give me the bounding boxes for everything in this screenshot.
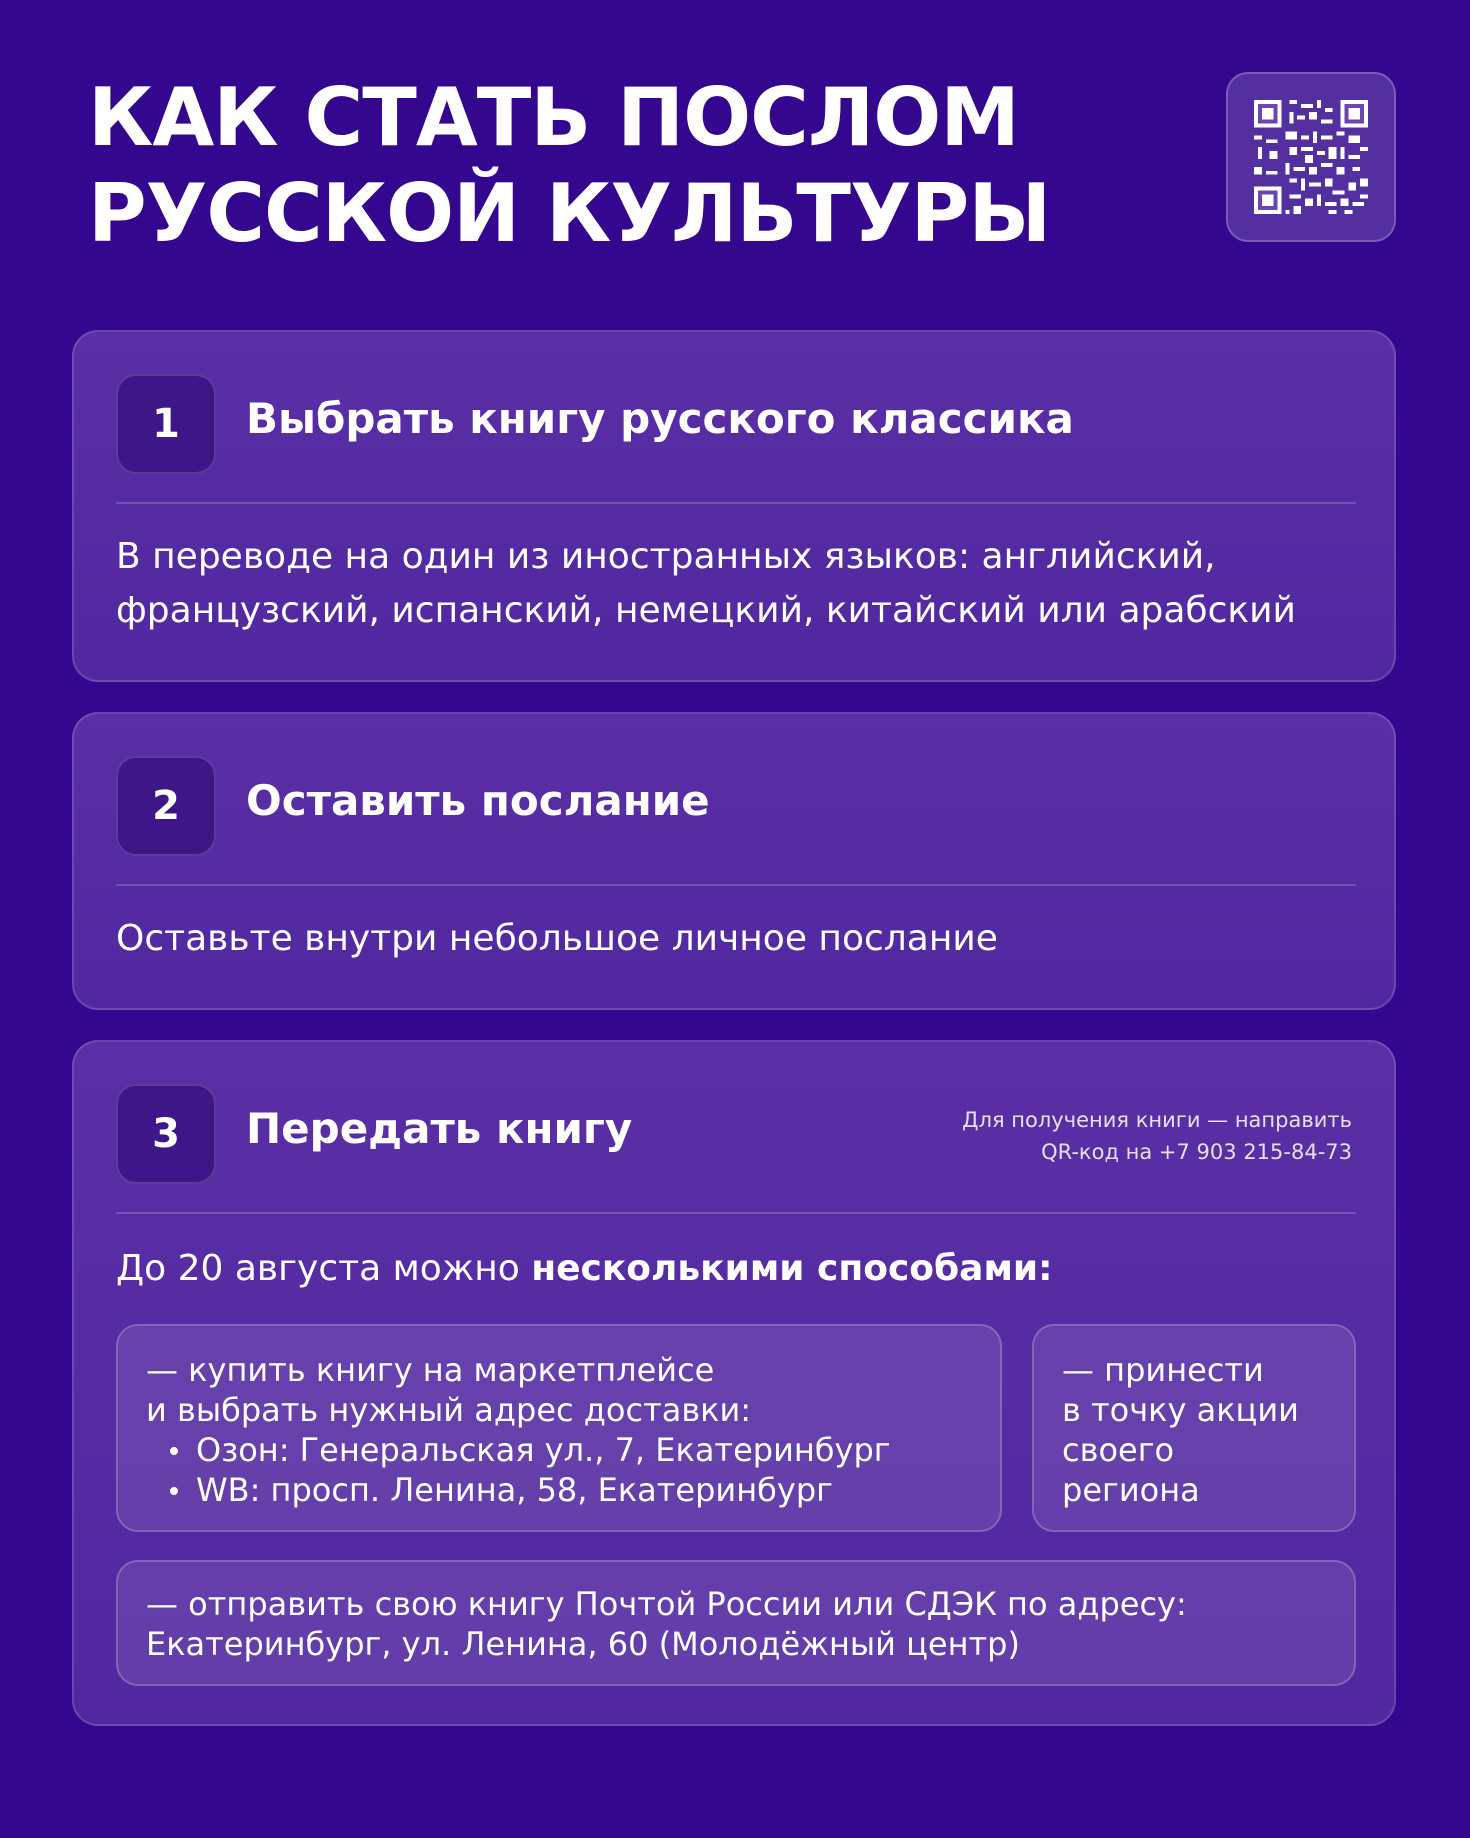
divider bbox=[116, 1212, 1356, 1214]
step-description: Оставьте внутри небольшое личное послание bbox=[116, 918, 998, 959]
list-item: Озон: Генеральская ул., 7, Екатеринбург bbox=[166, 1430, 972, 1470]
step-number-badge: 3 bbox=[116, 1084, 216, 1184]
qr-code bbox=[1226, 72, 1396, 242]
step-card-1 bbox=[72, 330, 1396, 682]
option-mail: — отправить свою книгу Почтой России или СДЭК по адресу: Екатеринбург, ул. Ленина, 60 (Молодёжный центр) bbox=[116, 1560, 1356, 1686]
step-number-badge: 1 bbox=[116, 374, 216, 474]
option-bring: — принести в точку акции своего региона bbox=[1032, 1324, 1356, 1532]
step-description: В переводе на один из иностранных языков: английский, французский, испанский, немецкий, китайский или арабский bbox=[116, 536, 1296, 631]
step-title: Передать книгу bbox=[246, 1104, 633, 1153]
address-list bbox=[146, 1430, 972, 1510]
list-item: WB: просп. Ленина, 58, Екатеринбург bbox=[166, 1470, 972, 1510]
step-card-3 bbox=[72, 1040, 1396, 1726]
divider bbox=[116, 884, 1356, 886]
qr-code-icon bbox=[1254, 100, 1368, 214]
delivery-note: Для получения книги — направить QR-код на +7 903 215-84-73 bbox=[962, 1108, 1352, 1164]
option-marketplace: — купить книгу на маркетплейсе и выбрать нужный адрес доставки: Озон: Генеральская ул., 7, Екатеринбург WB: просп. Ленина, 58, Екатеринбург bbox=[116, 1324, 1002, 1532]
step-number-badge: 2 bbox=[116, 756, 216, 856]
title-line-2: РУССКОЙ КУЛЬТУРЫ bbox=[88, 167, 1051, 260]
step-title: Выбрать книгу русского классика bbox=[246, 394, 1074, 443]
page-title bbox=[88, 70, 1188, 262]
step-card-2 bbox=[72, 712, 1396, 1010]
title-line-1: КАК СТАТЬ ПОСЛОМ bbox=[88, 71, 1019, 164]
divider bbox=[116, 502, 1356, 504]
step-description: До 20 августа можно несколькими способами: bbox=[116, 1248, 1053, 1289]
step-title: Оставить послание bbox=[246, 776, 710, 825]
